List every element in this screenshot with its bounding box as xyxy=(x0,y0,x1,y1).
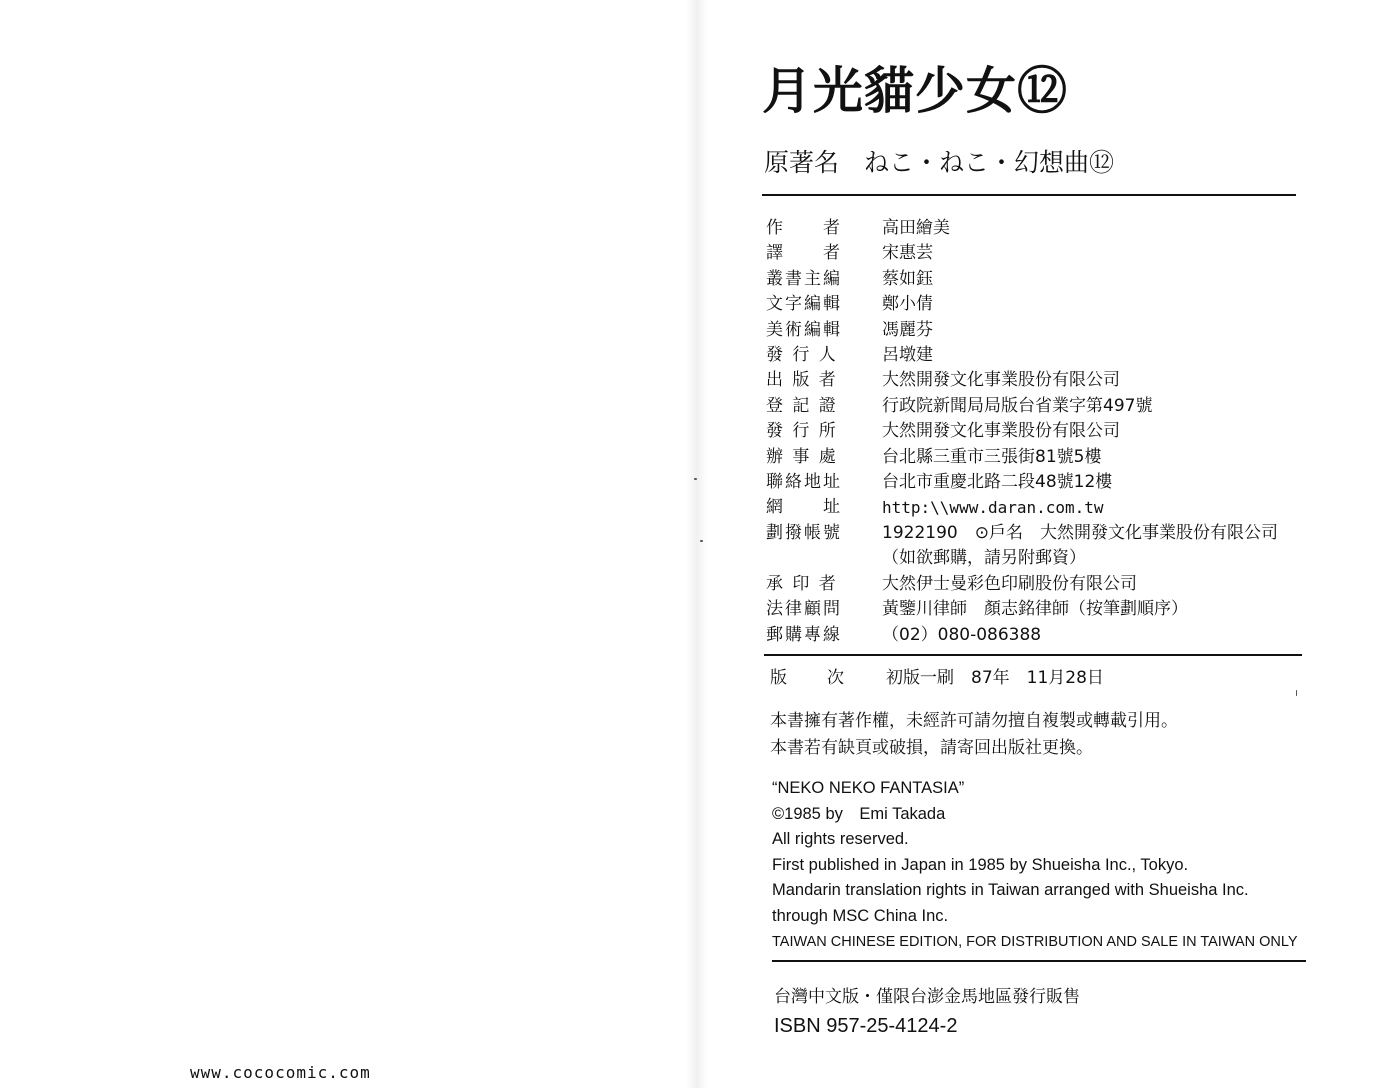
copyright-notice: 本書擁有著作權，未經許可請勿擅自複製或轉載引用。 xyxy=(770,711,1178,731)
credit-name: 大然開發文化事業股份有限公司 xyxy=(882,421,1120,442)
credit-name: 台北縣三重市三張街81號5樓 xyxy=(882,446,1102,467)
credit-row-registration xyxy=(766,394,1326,419)
credits-table xyxy=(766,216,1326,648)
english-divider xyxy=(772,960,1306,962)
scan-speck xyxy=(700,540,703,542)
credit-row-postal-account xyxy=(766,521,1326,546)
english-agency-line: through MSC China Inc. xyxy=(772,906,949,925)
credit-name: 鄭小倩 xyxy=(882,294,933,315)
edition-value: 初版一刷 87年 11月28日 xyxy=(886,668,1104,688)
credit-row-contact-address xyxy=(766,470,1326,495)
credit-row-publisher xyxy=(766,368,1326,393)
original-title: 原著名 ねこ・ねこ・幻想曲⑫ xyxy=(764,148,1115,177)
credit-role: 承 印 者 xyxy=(766,573,838,594)
credit-row-office xyxy=(766,445,1326,470)
credit-name: 呂墩建 xyxy=(882,345,933,366)
credit-name: 1922190 ⊙戶名 大然開發文化事業股份有限公司 xyxy=(882,522,1278,543)
region-note: 台灣中文版・僅限台澎金馬地區發行販售 xyxy=(774,987,1080,1007)
credit-role: 法律顧問 xyxy=(766,599,842,620)
credit-role: 劃撥帳號 xyxy=(766,522,842,543)
isbn-number: ISBN 957-25-4124-2 xyxy=(774,1015,958,1037)
credit-role: 郵購專線 xyxy=(766,624,842,645)
credit-name: 台北市重慶北路二段48號12樓 xyxy=(882,472,1113,493)
credit-role: 發 行 人 xyxy=(766,345,838,366)
credit-role: 作 者 xyxy=(766,218,842,238)
credit-row-distributor xyxy=(766,419,1326,444)
english-rights-block xyxy=(772,776,1298,955)
damage-notice: 本書若有缺頁或破損，請寄回出版社更換。 xyxy=(770,738,1093,758)
credit-role: 文字編輯 xyxy=(766,294,842,315)
credit-role: 叢書主編 xyxy=(766,268,842,289)
credit-name: 馮麗芬 xyxy=(882,319,933,340)
credit-role: 譯 者 xyxy=(766,243,842,264)
credit-name: （02）080-086388 xyxy=(882,624,1042,645)
copyright-notices xyxy=(770,708,1178,762)
credit-row-website xyxy=(766,495,1326,520)
watermark-url: www.cococomic.com xyxy=(190,1063,371,1082)
credit-row-mail-order xyxy=(766,623,1326,648)
credit-row-printer xyxy=(766,572,1326,597)
title-divider xyxy=(762,194,1296,196)
credit-name: 大然開發文化事業股份有限公司 xyxy=(882,370,1120,391)
credit-row-author xyxy=(766,216,1326,241)
credit-row-text-editor xyxy=(766,292,1326,317)
credit-row-series-editor xyxy=(766,267,1326,292)
credit-name: 宋惠芸 xyxy=(882,243,933,264)
english-translation-line: Mandarin translation rights in Taiwan arranged with Shueisha Inc. xyxy=(772,881,1249,900)
book-title: 月光貓少女⑫ xyxy=(762,62,1068,120)
credit-role: 登 記 證 xyxy=(766,395,838,416)
scan-speck xyxy=(1296,690,1297,696)
edition-row xyxy=(770,666,1104,691)
english-copyright-line: ©1985 by Emi Takada xyxy=(772,804,946,823)
remittance-note: （如欲郵購，請另附郵資） xyxy=(882,548,1086,569)
edition-label: 版 次 xyxy=(770,668,846,688)
credit-row-legal-advisors xyxy=(766,597,1326,622)
credit-role: 美術編輯 xyxy=(766,319,842,340)
credit-row-issuer xyxy=(766,343,1326,368)
credits-divider xyxy=(764,654,1302,656)
credit-name: 蔡如鈺 xyxy=(882,268,933,289)
credit-row-translator xyxy=(766,241,1326,266)
credit-role: 出 版 者 xyxy=(766,370,838,391)
credit-row-art-editor xyxy=(766,318,1326,343)
distribution-line: TAIWAN CHINESE EDITION, FOR DISTRIBUTION AND SALE IN TAIWAN ONLY xyxy=(772,933,1298,950)
credit-name: http:\\www.daran.com.tw xyxy=(882,498,1104,518)
scan-speck xyxy=(694,478,697,480)
credit-role: 聯絡地址 xyxy=(766,472,842,493)
page-fold-shadow xyxy=(686,0,708,1088)
english-title-line: “NEKO NEKO FANTASIA” xyxy=(772,779,965,797)
credit-name: 高田繪美 xyxy=(882,218,950,238)
credit-name: 行政院新聞局局版台省業字第497號 xyxy=(882,395,1153,416)
credit-role: 發 行 所 xyxy=(766,421,838,442)
credit-role: 辦 事 處 xyxy=(766,446,838,467)
credit-name: 大然伊士曼彩色印刷股份有限公司 xyxy=(882,573,1137,594)
english-published-line: First published in Japan in 1985 by Shueisha Inc., Tokyo. xyxy=(772,855,1189,874)
credit-name: 黃鑒川律師 顏志銘律師（按筆劃順序） xyxy=(882,599,1188,620)
credit-role: 網 址 xyxy=(766,497,842,518)
english-rights-line: All rights reserved. xyxy=(772,830,909,849)
